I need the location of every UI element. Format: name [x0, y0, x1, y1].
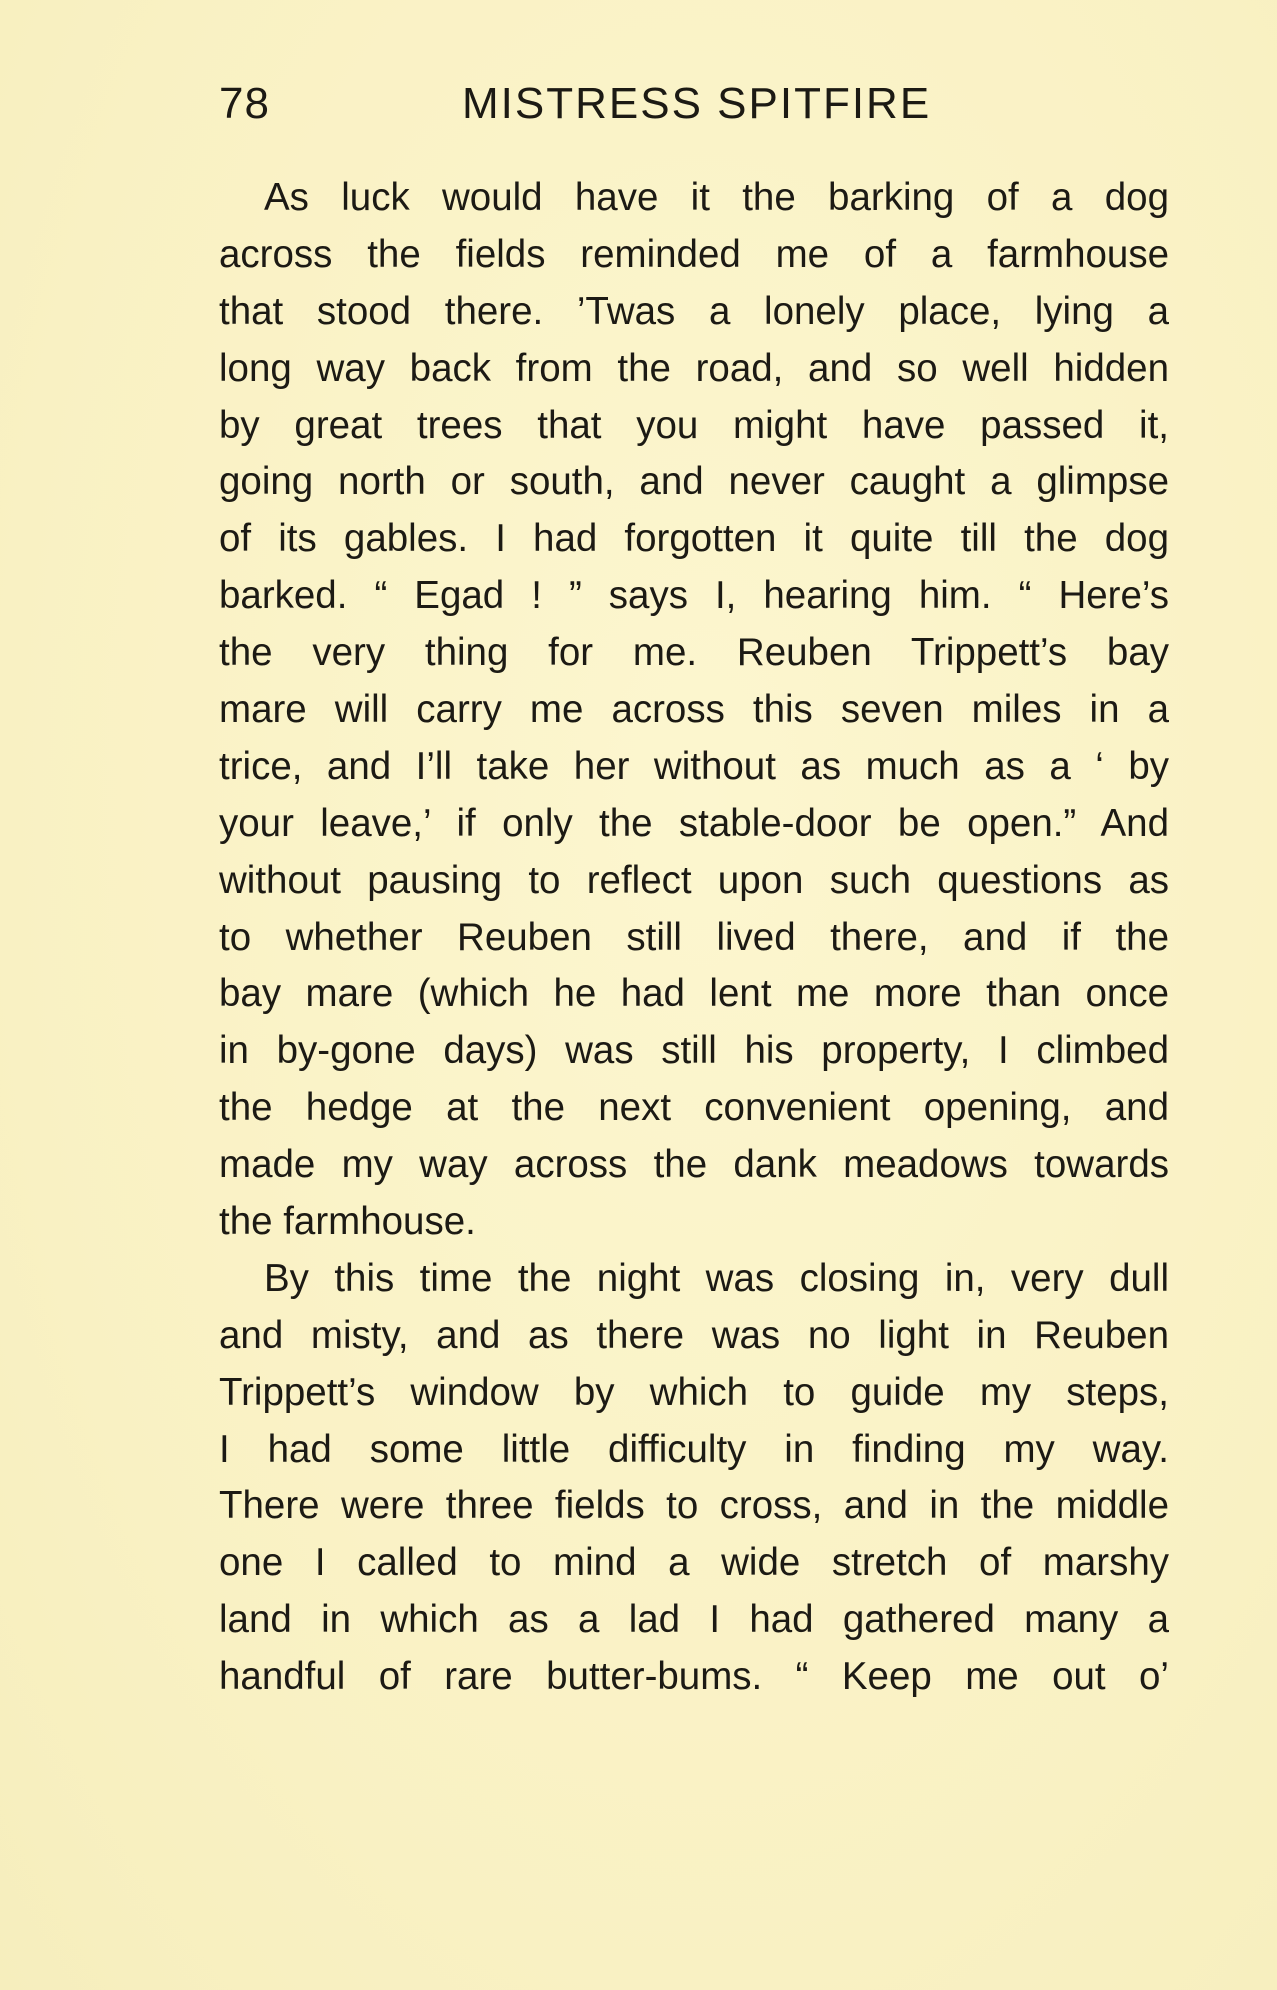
text-line: the hedge at the next convenient opening, and	[219, 1086, 1169, 1130]
text-line: in by-gone days) was still his property, I climbed	[219, 1029, 1169, 1073]
text-line: handful of rare butter-bums. “ Keep me out o’	[219, 1655, 1169, 1699]
text-line: As luck would have it the barking of a dog	[264, 176, 1169, 219]
text-line: I had some little difficulty in finding my way.	[219, 1427, 1169, 1471]
text-line: to whether Reuben still lived there, and if the	[219, 915, 1169, 959]
page-header	[219, 74, 1169, 134]
text-line: of its gables. I had forgotten it quite till the dog	[219, 517, 1169, 561]
text-line: trice, and I’ll take her without as much as a ‘ by	[219, 744, 1169, 788]
paragraph-2	[219, 1251, 1169, 1706]
text-line: one I called to mind a wide stretch of marshy	[219, 1541, 1169, 1585]
text-line: barked. “ Egad ! ” says I, hearing him. “ Here’s	[219, 574, 1169, 618]
paragraph-1	[219, 170, 1169, 1251]
page-number: 78	[219, 79, 270, 128]
text-line: Trippett’s window by which to guide my steps,	[219, 1370, 1169, 1414]
text-line: across the fields reminded me of a farmhouse	[219, 232, 1169, 276]
body-text	[219, 170, 1169, 1706]
text-line: bay mare (which he had lent me more than once	[219, 972, 1169, 1016]
text-line: the very thing for me. Reuben Trippett’s bay	[219, 631, 1169, 675]
text-line: and misty, and as there was no light in Reuben	[219, 1313, 1169, 1357]
text-line: that stood there. ’Twas a lonely place, lying a	[219, 289, 1169, 333]
text-line: long way back from the road, and so well hidden	[219, 346, 1169, 390]
text-line: going north or south, and never caught a glimpse	[219, 460, 1169, 504]
text-line: the farmhouse.	[219, 1200, 476, 1244]
text-line: without pausing to reflect upon such questions as	[219, 858, 1169, 902]
text-line: land in which as a lad I had gathered many a	[219, 1598, 1169, 1642]
text-line: made my way across the dank meadows towards	[219, 1143, 1169, 1187]
text-line: your leave,’ if only the stable-door be open.” And	[219, 801, 1169, 845]
text-line: There were three fields to cross, and in the middle	[219, 1484, 1169, 1528]
text-line: by great trees that you might have passed it,	[219, 403, 1169, 447]
text-line: By this time the night was closing in, very dull	[264, 1256, 1169, 1300]
text-line: mare will carry me across this seven miles in a	[219, 688, 1169, 732]
running-title: MISTRESS SPITFIRE	[462, 79, 932, 128]
